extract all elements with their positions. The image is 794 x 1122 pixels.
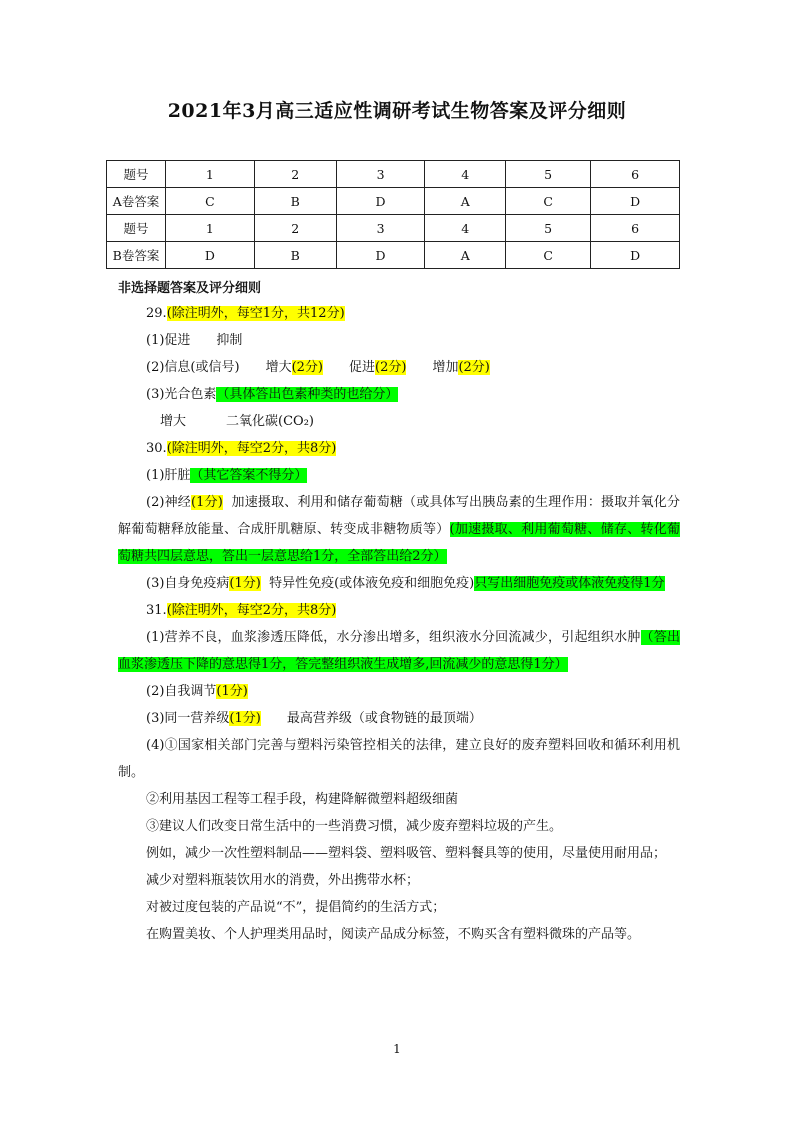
q30-answer-2a: (2)神经 [146,495,192,510]
table-row [107,242,680,269]
q31-grading-note-1: （答出血浆渗透压下降的意思得1分，答完整组织液生成增多,回流减少的意思得1分） [118,630,680,672]
q29-header [118,300,680,327]
q29-answer-3a: (3)光合色素 [146,387,217,402]
q29-part3-cont [118,408,680,435]
table-row-header: B卷答案 [107,242,166,269]
q30-score-3a: (1分) [229,576,261,591]
table-cell: D [166,242,255,269]
table-cell: D [336,242,425,269]
table-row-header: A卷答案 [107,188,166,215]
table-cell: C [506,188,591,215]
table-cell: 6 [591,215,680,242]
q31-answer-2: (2)自我调节 [146,684,217,699]
table-cell: 2 [254,215,336,242]
q30-grading-note-1: （其它答案不得分） [190,468,308,483]
q30-score-2a: (1分) [191,495,223,510]
q31-score-2: (1分) [216,684,248,699]
page-number: 1 [393,1042,401,1056]
q31-part4-item3: ③建议人们改变日常生活中的一些消费习惯，减少废弃塑料垃圾的产生。 [146,819,563,834]
q29-scoring-note: (除注明外，每空1分，共12分) [166,306,345,321]
q30-answer-2b: 加速摄取、利用和储存葡萄糖（或具体写出胰岛素的生理作用：摄取并氧化分解葡萄糖释放能量、合成肝肌糖原、转变成非糖物质等） [118,495,680,537]
q29-answer-3c: 二氧化碳(CO₂) [226,414,314,429]
q30-number: 30. [146,441,167,456]
q29-answer-1a: (1)促进 [146,333,191,348]
answer-key-table [106,160,680,269]
table-cell: D [591,242,680,269]
q31-part4-example3: 对被过度包装的产品说“不”，提倡简约的生活方式； [146,900,446,915]
q30-grading-note-2: (加速摄取、利用葡萄糖、储存、转化葡萄糖共四层意思，答出一层意思给1分，全部答出给2分） [118,522,680,564]
q30-part1 [118,462,680,489]
q29-score-2c: (2分) [375,360,407,375]
q31-part4-example: 例如，减少一次性塑料制品——塑料袋、塑料吸管、塑料餐具等的使用，尽量使用耐用品； [146,846,667,861]
q29-score-2d: (2分) [458,360,490,375]
q31-part3 [118,705,680,732]
table-cell: 2 [254,161,336,188]
q31-scoring-note: (除注明外，每空2分，共8分) [166,603,337,618]
table-cell: 3 [336,161,425,188]
table-cell: A [425,242,506,269]
q29-part3 [118,381,680,408]
table-cell: C [166,188,255,215]
q29-answer-2a: (2)信息(或信号) [146,360,240,375]
q29-number: 29. [146,306,167,321]
q29-answer-1b: 抑制 [216,333,243,348]
table-cell: D [336,188,425,215]
page-title: 2021年3月高三适应性调研考试生物答案及评分细则 [167,100,627,122]
q29-answer-2b: 增大 [265,360,292,375]
q30-part2 [118,489,680,570]
q30-scoring-note: (除注明外，每空2分，共8分) [166,441,337,456]
q31-score-3a: (1分) [229,711,261,726]
q30-grading-note-3: 只写出细胞免疫或体液免疫得1分 [474,576,665,591]
table-row [107,188,680,215]
q31-header [118,597,680,624]
q30-header [118,435,680,462]
table-cell: 5 [506,161,591,188]
table-cell: 1 [166,215,255,242]
table-row-header: 题号 [107,161,166,188]
q29-answer-2c: 促进 [349,360,376,375]
table-cell: A [425,188,506,215]
table-cell: B [254,242,336,269]
table-cell: 6 [591,161,680,188]
table-cell: C [506,242,591,269]
q31-number: 31. [146,603,167,618]
q31-part4-example4: 在购置美妆、个人护理类用品时，阅读产品成分标签，不购买含有塑料微珠的产品等。 [146,927,641,942]
table-cell: 4 [425,161,506,188]
q31-part4-item2: ②利用基因工程等工程手段，构建降解微塑料超级细菌 [146,792,459,807]
q30-answer-3b: 特异性免疫(或体液免疫和细胞免疫) [269,576,475,591]
table-cell: D [591,188,680,215]
table-cell: 3 [336,215,425,242]
q31-answer-3b: 最高营养级（或食物链的最顶端） [286,711,482,726]
q30-answer-3a: (3)自身免疫病 [146,576,230,591]
q29-grading-note-3: （具体答出色素种类的也给分） [216,387,399,402]
q31-answer-3a: (3)同一营养级 [146,711,230,726]
table-cell: B [254,188,336,215]
table-cell: 5 [506,215,591,242]
q31-part2 [118,678,680,705]
q31-part4-example2: 减少对塑料瓶装饮用水的消费，外出携带水杯； [146,873,420,888]
section-heading: 非选择题答案及评分细则 [118,281,262,296]
table-row [107,161,680,188]
q29-part1 [118,327,680,354]
q30-part3 [118,570,680,597]
q29-answer-2d: 增加 [432,360,459,375]
q31-answer-1: (1)营养不良，血浆渗透压降低，水分渗出增多，组织液水分回流减少，引起组织水肿 [146,630,641,645]
table-cell: 4 [425,215,506,242]
table-cell: 1 [166,161,255,188]
q30-answer-1: (1)肝脏 [146,468,191,483]
answer-content [118,300,680,948]
q29-score-2b: (2分) [291,360,323,375]
q31-part1 [118,624,680,678]
table-row-header: 题号 [107,215,166,242]
q31-part4-item1: (4)①国家相关部门完善与塑料污染管控相关的法律，建立良好的废弃塑料回收和循环利用机制。 [118,738,680,780]
q29-part2 [118,354,680,381]
table-row [107,215,680,242]
q29-answer-3b: 增大 [160,414,187,429]
